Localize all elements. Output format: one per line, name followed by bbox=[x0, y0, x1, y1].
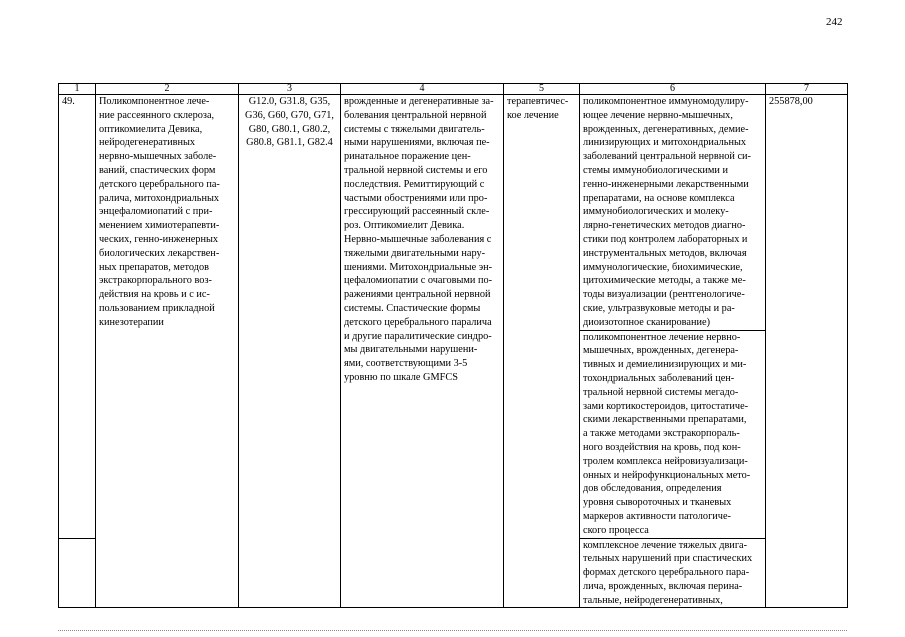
treatment-method-3: комплексное лечение тяжелых двига- тельных нарушений при спастических формах детского церебрального пара- лича, врожденных, включая перина- тальные, нейродегенеративных, bbox=[580, 538, 766, 608]
header-col-6: 6 bbox=[580, 84, 766, 95]
header-row bbox=[59, 84, 848, 95]
header-col-7: 7 bbox=[766, 84, 848, 95]
row-number-cell bbox=[59, 95, 96, 539]
treatment-type: терапевтичес- кое лечение bbox=[504, 95, 580, 608]
treatment-method-2: поликомпонентное лечение нервно- мышечных, врожденных, дегенера- тивных и демиелинизирующих и ми- тохондриальных заболеваний цен- тральной нервной системы мегадо- зами кортикостероидов, цитостатиче- скими лекарственными препаратами, а также методами экстракорпораль- ного воздействия на кровь, под кон- тролем комплекса нейровизуализаци- онных и нейрофункциональных мето- дов обследования, определения уровня сывороточных и тканевых маркеров активности патологиче- ского процесса bbox=[580, 330, 766, 538]
regulation-table bbox=[58, 83, 848, 608]
row-number-continuation bbox=[59, 538, 96, 608]
icd-codes: G12.0, G31.8, G35, G36, G60, G70, G71, G80, G80.1, G80.2, G80.8, G81.1, G82.4 bbox=[239, 95, 341, 608]
procedure-name: Поликомпонентное лече- ние рассеянного склероза, оптикомиелита Девика, нейродегенеративных нервно-мышечных заболе- ваний, спастических форм детского церебрального па- ралича, митохондриальных энцефаломиопатий с при- менением химиотерапевти- ческих, генно-инженерных биологических лекарствен- ных препаратов, методов экстракорпорального воз- действия на кровь и с ис- пользованием прикладной кинезотерапии bbox=[96, 95, 239, 608]
page-bottom-edge bbox=[58, 630, 847, 631]
row-number: 49. bbox=[62, 96, 75, 107]
header-col-5: 5 bbox=[504, 84, 580, 95]
cost-value: 255878,00 bbox=[769, 96, 813, 107]
table-row bbox=[59, 95, 848, 331]
page-number: 242 bbox=[826, 16, 843, 28]
patient-model: врожденные и дегенеративные за- болевания центральной нервной системы с тяжелыми двигатель- ными нарушениями, включая пе- ринатальное поражение цен- тральной нервной системы и его последствия. Ремиттирующий с частыми обострениями или про- грессирующий рассеянный скле- роз. Оптикомиелит Девика. Нервно-мышечные заболевания с тяжелыми двигательными нару- шениями. Митохондриальные эн- цефаломиопатии с очаговыми по- ражениями центральной нервной системы. Спастические формы детского церебрального паралича и другие паралитические синдро- мы двигательными нарушени- ями, соответствующими 3-5 уровню по шкале GMFCS bbox=[341, 95, 504, 608]
header-col-3: 3 bbox=[239, 84, 341, 95]
header-col-2: 2 bbox=[96, 84, 239, 95]
treatment-method-1: поликомпонентное иммуномодулиру- ющее лечение нервно-мышечных, врожденных, дегенеративных, демие- линизирующих и митохондриальных заболеваний центральной нервной си- стемы иммунобиологическими и генно-инженерными лекарственными препаратами, на основе комплекса иммунобиологических и молеку- лярно-генетических методов диагно- стики под контролем лабораторных и инструментальных методов, включая иммунологические, биохимические, цитохимические методы, а также ме- тоды визуализации (рентгенологиче- ские, ультразвуковые методы и ра- диоизотопное сканирование) bbox=[580, 95, 766, 331]
header-col-4: 4 bbox=[341, 84, 504, 95]
header-col-1: 1 bbox=[59, 84, 96, 95]
cost-cell bbox=[766, 95, 848, 608]
